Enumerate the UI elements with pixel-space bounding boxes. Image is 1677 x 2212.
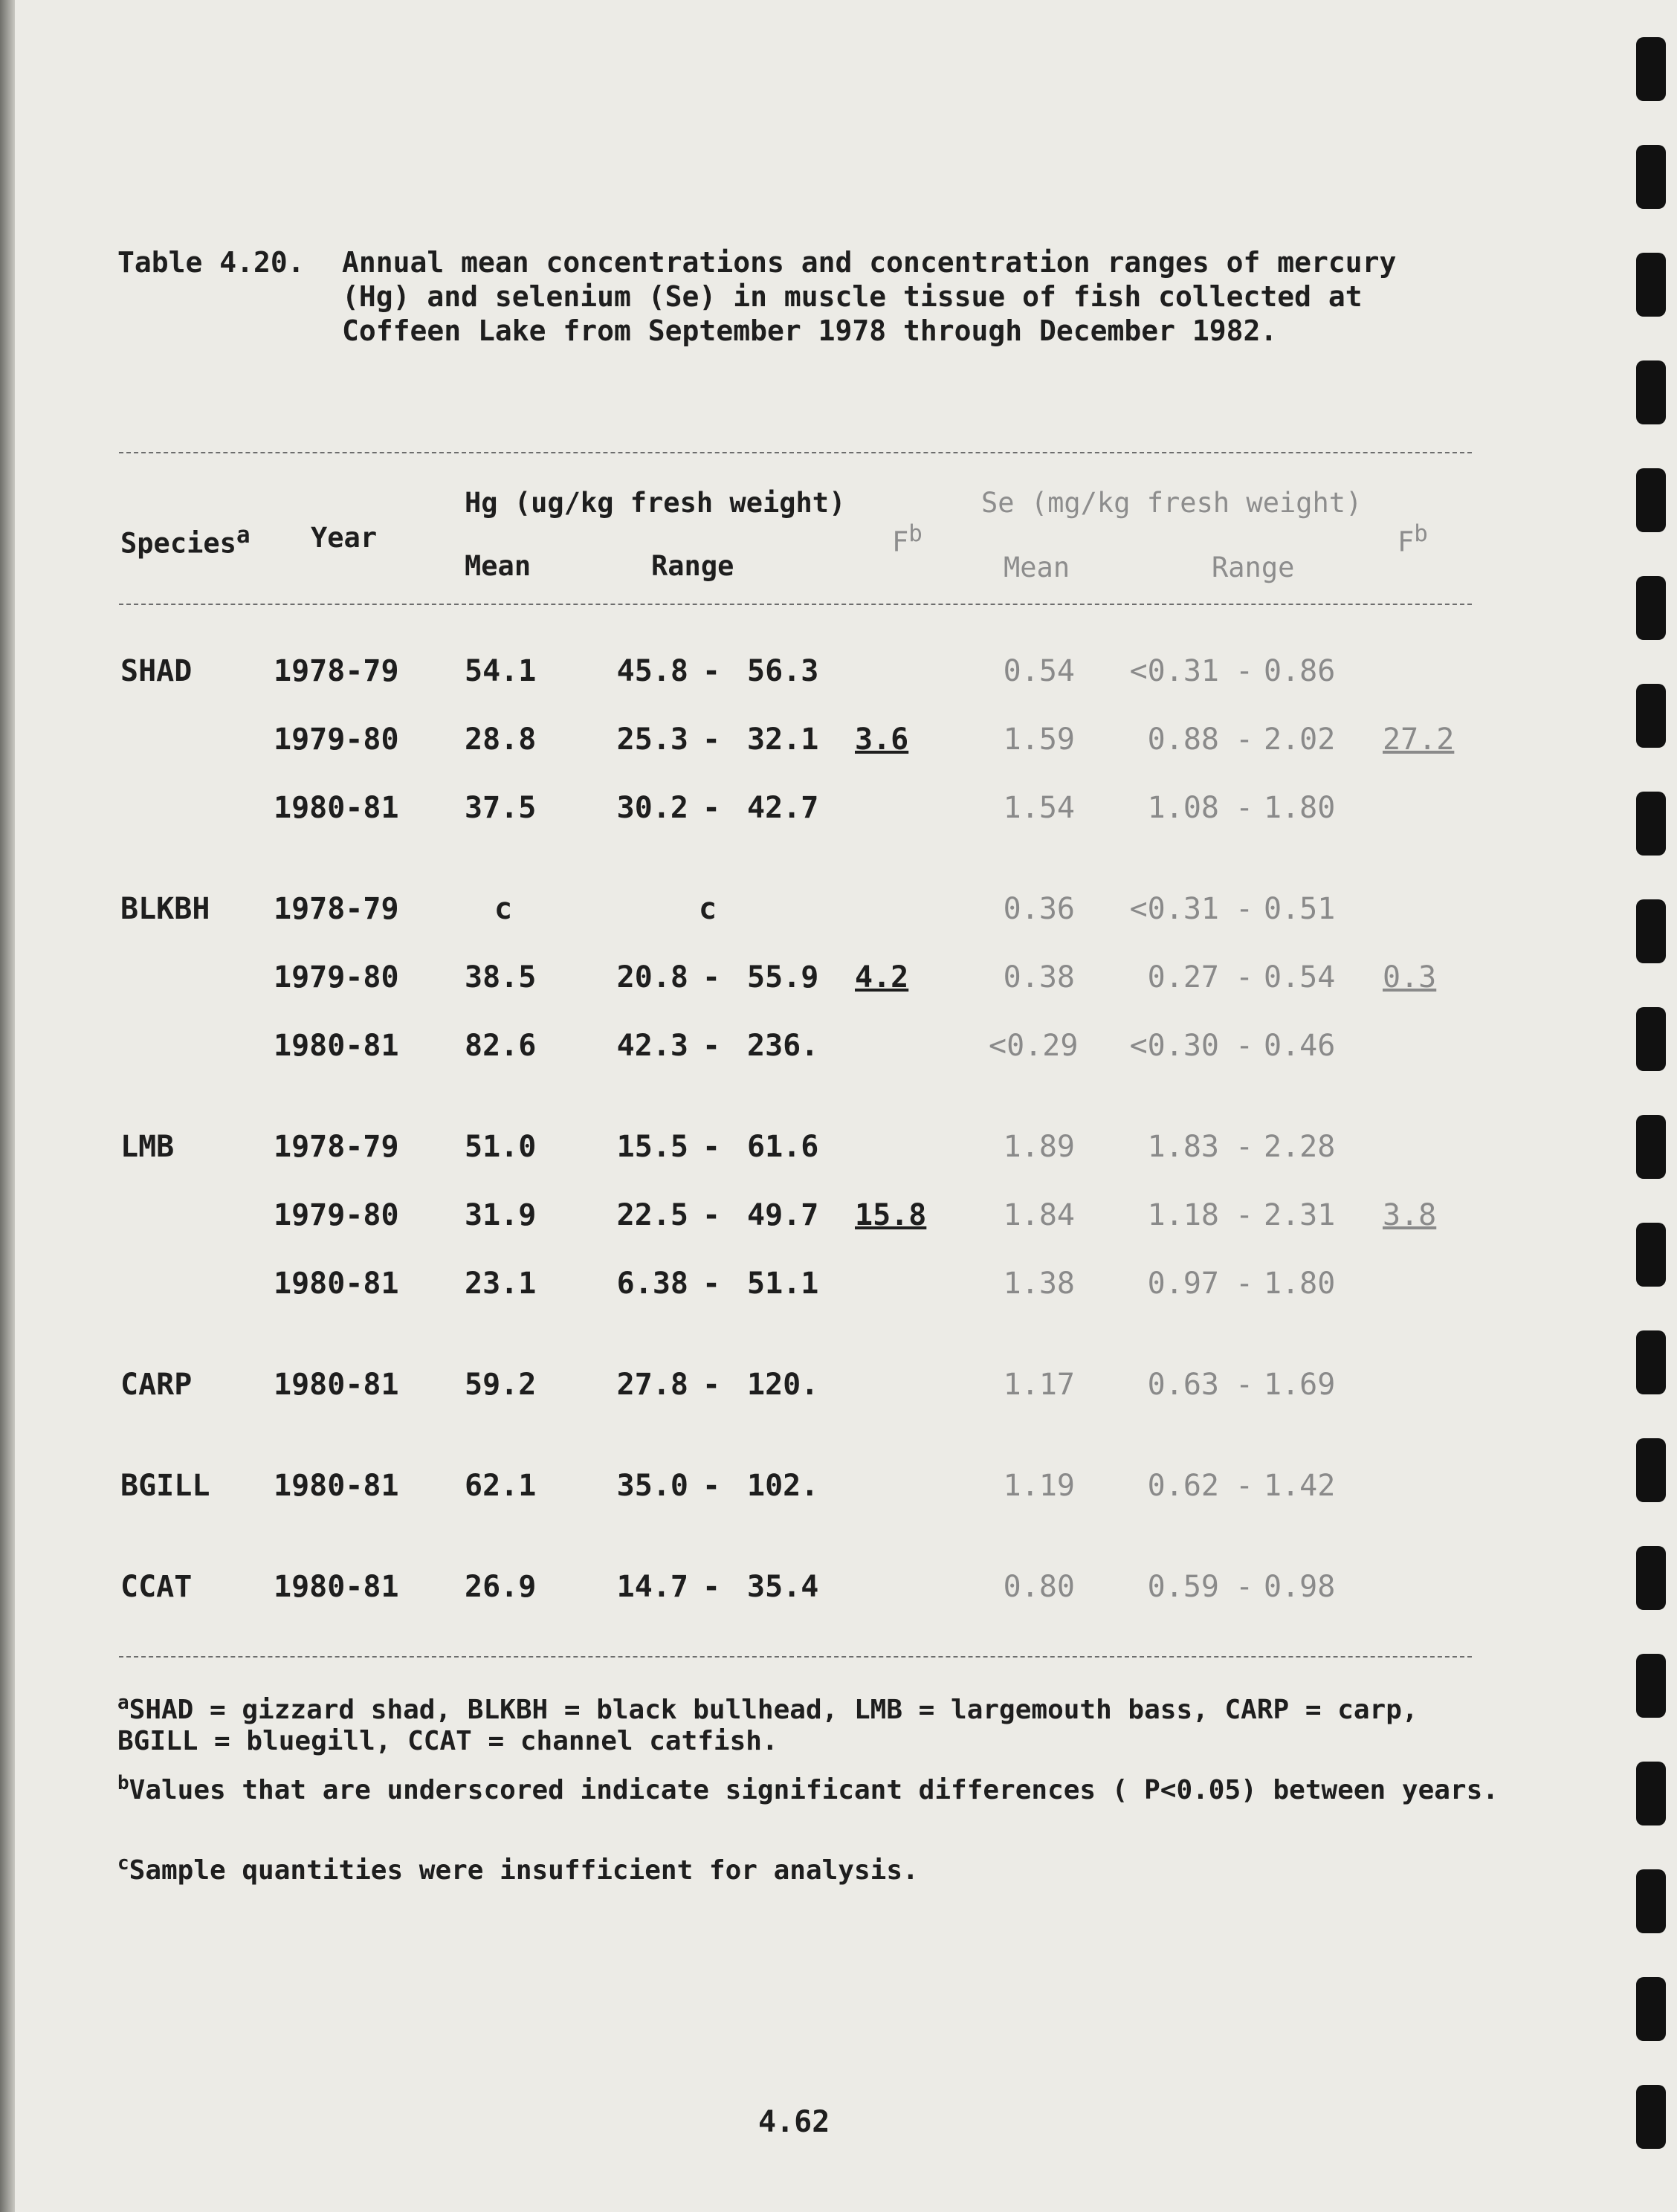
hg-group-header: Hg (ug/kg fresh weight): [465, 487, 846, 519]
punch-hole: [1636, 684, 1666, 748]
page-number: 4.62: [758, 2105, 830, 2139]
year-cell: 1980-81: [274, 1368, 399, 1402]
se-range-low-cell: <0.30: [1129, 1029, 1219, 1063]
year-cell: 1980-81: [274, 791, 399, 825]
table-number: Table 4.20.: [117, 246, 305, 279]
punch-hole: [1636, 1869, 1666, 1933]
punch-hole: [1636, 1438, 1666, 1502]
hg-range-low-cell: 15.5: [616, 1130, 688, 1164]
se-range-dash: -: [1235, 1267, 1254, 1301]
hg-range-high-cell: 55.9: [747, 960, 819, 995]
year-cell: 1979-80: [274, 722, 399, 757]
se-mean-cell: 0.36: [1003, 892, 1075, 926]
se-range-low-cell: 1.83: [1147, 1130, 1219, 1164]
hg-mean-cell: 28.8: [465, 722, 537, 757]
hg-range-high-cell: 49.7: [747, 1198, 819, 1232]
hg-mean-cell: c: [494, 892, 513, 926]
se-range-dash: -: [1235, 1130, 1254, 1164]
se-range-high-cell: 1.80: [1264, 1267, 1336, 1301]
se-range-dash: -: [1235, 791, 1254, 825]
se-range-high-cell: 0.46: [1264, 1029, 1336, 1063]
se-range-low-cell: 0.59: [1147, 1570, 1219, 1604]
se-range-low-cell: 0.63: [1147, 1368, 1219, 1402]
se-range-high-cell: 0.54: [1264, 960, 1336, 995]
hg-mean-cell: 51.0: [465, 1130, 537, 1164]
se-mean-cell: 1.17: [1003, 1368, 1075, 1402]
se-mean-cell: 0.54: [1003, 654, 1075, 688]
binder-punch-strip: [1610, 0, 1677, 2212]
hg-mean-cell: 26.9: [465, 1570, 537, 1604]
punch-hole: [1636, 253, 1666, 317]
se-range-low-cell: <0.31: [1129, 654, 1219, 688]
hg-range-low-cell: 45.8: [616, 654, 688, 688]
se-range-low-cell: 1.18: [1147, 1198, 1219, 1232]
year-cell: 1979-80: [274, 960, 399, 995]
se-group-header: Se (mg/kg fresh weight): [981, 487, 1363, 519]
punch-hole: [1636, 1330, 1666, 1394]
hg-range-dash: -: [702, 1267, 721, 1301]
hg-f-header: $F^b$: [892, 520, 922, 558]
se-range-low-cell: 0.97: [1147, 1267, 1219, 1301]
hg-mean-cell: 38.5: [465, 960, 537, 995]
se-range-low-cell: 0.88: [1147, 722, 1219, 757]
se-range-high-cell: 1.69: [1264, 1368, 1336, 1402]
hg-range-dash: -: [702, 654, 721, 688]
hg-range-high-cell: 32.1: [747, 722, 819, 757]
se-range-low-cell: 1.08: [1147, 791, 1219, 825]
hg-range-dash: -: [702, 1198, 721, 1232]
se-mean-header: Mean: [1004, 552, 1070, 583]
hg-mean-cell: 31.9: [465, 1198, 537, 1232]
hg-range-high-cell: 35.4: [747, 1570, 819, 1604]
year-cell: 1980-81: [274, 1469, 399, 1503]
hg-range-high-cell: 42.7: [747, 791, 819, 825]
se-mean-cell: 1.84: [1003, 1198, 1075, 1232]
hg-mean-cell: 82.6: [465, 1029, 537, 1063]
se-mean-cell: <0.29: [989, 1029, 1079, 1063]
hg-range-high-cell: c: [699, 892, 717, 926]
se-range-high-cell: 0.86: [1264, 654, 1336, 688]
hg-range-dash: -: [702, 1469, 721, 1503]
hg-f-cell: 15.8: [855, 1198, 927, 1232]
hg-range-dash: -: [702, 1368, 721, 1402]
table-top-rule: [119, 452, 1472, 453]
se-range-high-cell: 1.42: [1264, 1469, 1336, 1503]
hg-range-low-cell: 42.3: [616, 1029, 688, 1063]
hg-range-low-cell: 30.2: [616, 791, 688, 825]
species-cell: LMB: [120, 1130, 175, 1164]
hg-range-high-cell: 56.3: [747, 654, 819, 688]
hg-range-low-cell: 25.3: [616, 722, 688, 757]
year-cell: 1978-79: [274, 892, 399, 926]
se-range-high-cell: 1.80: [1264, 791, 1336, 825]
punch-hole: [1636, 1654, 1666, 1718]
punch-hole: [1636, 899, 1666, 963]
se-mean-cell: 1.38: [1003, 1267, 1075, 1301]
footnote-a: $^a$SHAD = gizzard shad, BLKBH = black bullhead, LMB = largemouth bass, CARP = carp, BGILL = bluegill, CCAT = channel catfish.: [117, 1692, 1418, 1756]
se-mean-cell: 1.89: [1003, 1130, 1075, 1164]
caption-text: Annual mean concentrations and concentration ranges of mercury (Hg) and selenium (Se) in muscle tissue of fish collected at Coffeen Lake from September 1978 through December 1982.: [342, 246, 1397, 347]
se-range-dash: -: [1235, 1029, 1254, 1063]
hg-f-cell: 3.6: [855, 722, 909, 757]
se-range-low-cell: 0.62: [1147, 1469, 1219, 1503]
punch-hole: [1636, 1223, 1666, 1287]
species-cell: BLKBH: [120, 892, 210, 926]
hg-range-dash: -: [702, 1029, 721, 1063]
year-cell: 1979-80: [274, 1198, 399, 1232]
se-f-header: $F^b$: [1398, 520, 1428, 558]
punch-hole: [1636, 2085, 1666, 2149]
se-range-dash: -: [1235, 1368, 1254, 1402]
se-range-high-cell: 0.98: [1264, 1570, 1336, 1604]
year-cell: 1980-81: [274, 1570, 399, 1604]
se-mean-cell: 1.54: [1003, 791, 1075, 825]
hg-range-high-cell: 120.: [747, 1368, 819, 1402]
se-range-dash: -: [1235, 892, 1254, 926]
hg-range-low-cell: 22.5: [616, 1198, 688, 1232]
punch-hole: [1636, 360, 1666, 424]
hg-range-high-cell: 236.: [747, 1029, 819, 1063]
hg-range-high-cell: 51.1: [747, 1267, 819, 1301]
footnote-c: $^c$Sample quantities were insufficient for analysis.: [117, 1852, 919, 1886]
hg-range-low-cell: 35.0: [616, 1469, 688, 1503]
punch-hole: [1636, 145, 1666, 209]
se-mean-cell: 1.59: [1003, 722, 1075, 757]
hg-range-header: Range: [651, 550, 734, 582]
year-cell: 1978-79: [274, 654, 399, 688]
species-cell: SHAD: [120, 654, 193, 688]
hg-range-high-cell: 102.: [747, 1469, 819, 1503]
hg-mean-cell: 23.1: [465, 1267, 537, 1301]
punch-hole: [1636, 468, 1666, 532]
hg-mean-cell: 62.1: [465, 1469, 537, 1503]
hg-f-cell: 4.2: [855, 960, 909, 995]
hg-range-dash: -: [702, 960, 721, 995]
species-cell: BGILL: [120, 1469, 210, 1503]
species-header: Species$^a$: [120, 522, 251, 560]
se-range-high-cell: 2.31: [1264, 1198, 1336, 1232]
punch-hole: [1636, 792, 1666, 856]
hg-range-dash: -: [702, 1130, 721, 1164]
se-f-cell: 0.3: [1383, 960, 1437, 995]
hg-range-dash: -: [702, 722, 721, 757]
se-range-dash: -: [1235, 722, 1254, 757]
punch-hole: [1636, 1977, 1666, 2041]
hg-range-dash: -: [702, 1570, 721, 1604]
hg-range-low-cell: 27.8: [616, 1368, 688, 1402]
hg-mean-cell: 54.1: [465, 654, 537, 688]
se-mean-cell: 0.38: [1003, 960, 1075, 995]
hg-mean-cell: 37.5: [465, 791, 537, 825]
species-cell: CCAT: [120, 1570, 193, 1604]
se-f-cell: 3.8: [1383, 1198, 1437, 1232]
table-bottom-rule: [119, 1656, 1472, 1658]
hg-range-dash: -: [702, 791, 721, 825]
se-range-dash: -: [1235, 1570, 1254, 1604]
se-mean-cell: 0.80: [1003, 1570, 1075, 1604]
year-cell: 1980-81: [274, 1029, 399, 1063]
punch-hole: [1636, 1115, 1666, 1179]
punch-hole: [1636, 1762, 1666, 1825]
year-cell: 1980-81: [274, 1267, 399, 1301]
se-mean-cell: 1.19: [1003, 1469, 1075, 1503]
se-range-high-cell: 2.02: [1264, 722, 1336, 757]
se-range-low-cell: <0.31: [1129, 892, 1219, 926]
year-cell: 1978-79: [274, 1130, 399, 1164]
header-rule: [119, 604, 1472, 605]
se-range-dash: -: [1235, 1469, 1254, 1503]
punch-hole: [1636, 37, 1666, 101]
punch-hole: [1636, 1007, 1666, 1071]
hg-range-low-cell: 6.38: [616, 1267, 688, 1301]
footnote-b: $^b$Values that are underscored indicate significant differences ( P<0.05) between years.: [117, 1772, 1499, 1805]
hg-mean-header: Mean: [465, 550, 531, 582]
se-range-high-cell: 0.51: [1264, 892, 1336, 926]
scan-left-edge: [0, 0, 15, 2212]
se-range-low-cell: 0.27: [1147, 960, 1219, 995]
punch-hole: [1636, 576, 1666, 640]
se-range-high-cell: 2.28: [1264, 1130, 1336, 1164]
se-range-dash: -: [1235, 1198, 1254, 1232]
se-range-dash: -: [1235, 654, 1254, 688]
punch-hole: [1636, 1546, 1666, 1610]
year-header: Year: [311, 522, 378, 554]
hg-range-high-cell: 61.6: [747, 1130, 819, 1164]
hg-range-low-cell: 14.7: [616, 1570, 688, 1604]
se-f-cell: 27.2: [1383, 722, 1455, 757]
species-cell: CARP: [120, 1368, 193, 1402]
hg-range-low-cell: 20.8: [616, 960, 688, 995]
se-range-dash: -: [1235, 960, 1254, 995]
table-caption: [117, 245, 1455, 348]
se-range-header: Range: [1212, 552, 1295, 583]
hg-mean-cell: 59.2: [465, 1368, 537, 1402]
